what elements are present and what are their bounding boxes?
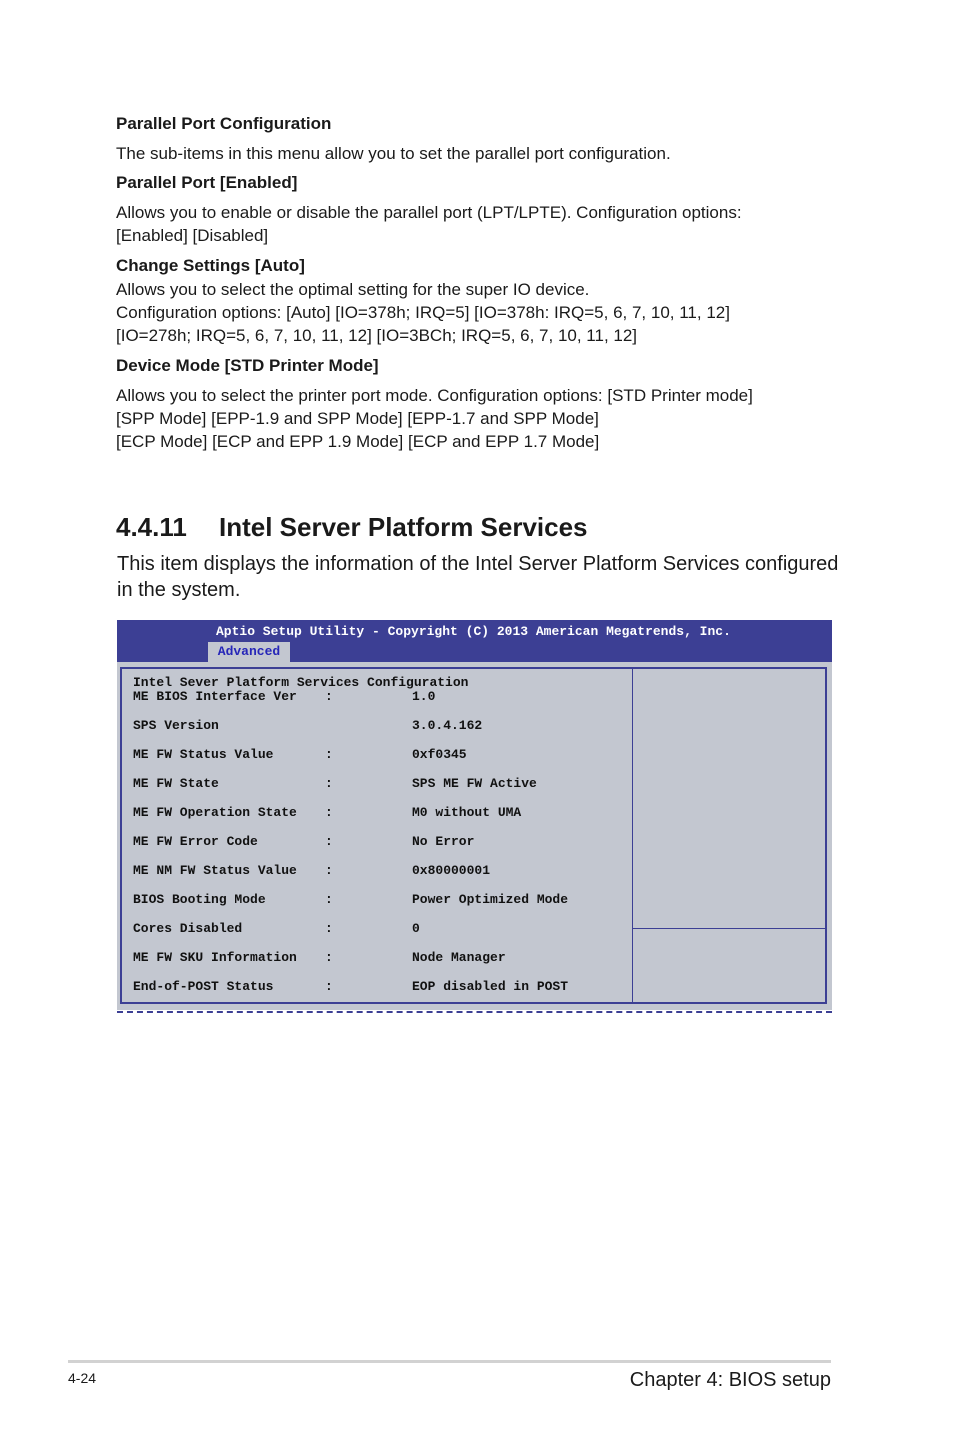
paragraph-line: Allows you to enable or disable the parallel port (LPT/LPTE). Configuration options: [116, 203, 742, 222]
bios-row-separator: : [325, 834, 333, 849]
paragraph-device-mode [116, 384, 753, 453]
paragraph-line: Configuration options: [Auto] [IO=378h; IRQ=5] [IO=378h: IRQ=5, 6, 7, 10, 11, 12] [116, 303, 730, 322]
paragraph-line: [IO=278h; IRQ=5, 6, 7, 10, 11, 12] [IO=3BCh; IRQ=5, 6, 7, 10, 11, 12] [116, 326, 638, 345]
bios-info-row [133, 950, 623, 966]
tab-advanced[interactable]: Advanced [208, 642, 290, 662]
page-number: 4-24 [68, 1370, 97, 1386]
bios-row-label: BIOS Booting Mode [133, 892, 266, 907]
paragraph-parallel-port-enabled [116, 201, 742, 247]
bios-row-value: 0x80000001 [412, 863, 491, 878]
bios-info-row [133, 747, 623, 763]
bios-row-separator: : [325, 805, 333, 820]
paragraph-line: [ECP Mode] [ECP and EPP 1.9 Mode] [ECP and EPP 1.7 Mode] [116, 432, 600, 451]
section-intro [117, 551, 838, 603]
bios-row-separator: : [325, 979, 333, 994]
bios-row-label: ME FW SKU Information [133, 950, 297, 965]
bios-help-separator [632, 928, 825, 929]
bios-row-label: SPS Version [133, 718, 219, 733]
bios-row-label: ME FW Operation State [133, 805, 297, 820]
bios-row-separator: : [325, 747, 333, 762]
bios-row-value: SPS ME FW Active [412, 776, 537, 791]
bios-row-label: ME BIOS Interface Ver [133, 689, 297, 704]
bios-row-value: M0 without UMA [412, 805, 522, 820]
bios-row-value: 1.0 [412, 689, 436, 704]
bios-row-label: ME FW State [133, 776, 219, 791]
bios-row-value: No Error [412, 834, 475, 849]
bios-info-row [133, 979, 623, 995]
bios-info-row [133, 776, 623, 792]
bios-row-label: ME FW Status Value [133, 747, 274, 762]
bios-row-label: ME FW Error Code [133, 834, 258, 849]
paragraph-change-settings [116, 278, 730, 347]
bios-info-row [133, 863, 623, 879]
intro-line: in the system. [117, 579, 241, 601]
section-title: Intel Server Platform Services [219, 512, 588, 542]
bios-row-value: Node Manager [412, 950, 506, 965]
bios-title-bar [117, 620, 832, 662]
bios-row-value: 0 [412, 921, 420, 936]
section-number: 4.4.11 [116, 512, 187, 542]
paragraph-parallel-port-configuration [116, 142, 671, 165]
bios-info-row [133, 892, 623, 908]
bios-row-label: ME NM FW Status Value [133, 863, 297, 878]
paragraph-line: Allows you to select the printer port mode. Configuration options: [STD Printer mode] [116, 386, 753, 405]
bios-help-divider [632, 669, 633, 1002]
paragraph-line: [SPP Mode] [EPP-1.9 and SPP Mode] [EPP-1.7 and SPP Mode] [116, 409, 599, 428]
bios-info-row [133, 805, 623, 821]
section-heading [116, 512, 588, 542]
bios-info-row [133, 689, 623, 705]
bios-config-header: Intel Sever Platform Services Configuration [133, 675, 469, 690]
bios-row-value: EOP disabled in POST [412, 979, 569, 994]
bios-row-label: End-of-POST Status [133, 979, 274, 994]
subheading-parallel-port-configuration: Parallel Port Configuration [116, 114, 332, 133]
bios-content-frame [120, 667, 827, 1004]
paragraph-line: The sub-items in this menu allow you to set the parallel port configuration. [116, 144, 671, 163]
intro-line: This item displays the information of the Intel Server Platform Services configured [117, 553, 839, 575]
bios-bottom-dashed-border [117, 1011, 832, 1013]
bios-row-separator: : [325, 776, 333, 791]
subheading-parallel-port-enabled: Parallel Port [Enabled] [116, 173, 298, 192]
bios-row-separator: : [325, 892, 333, 907]
bios-title: Aptio Setup Utility - Copyright (C) 2013 American Megatrends, Inc. [216, 624, 731, 639]
bios-info-row [133, 834, 623, 850]
bios-row-separator: : [325, 950, 333, 965]
paragraph-line: Allows you to select the optimal setting for the super IO device. [116, 280, 590, 299]
chapter-label: Chapter 4: BIOS setup [629, 1369, 831, 1391]
bios-screenshot [117, 620, 832, 1010]
bios-row-value: 0xf0345 [412, 747, 467, 762]
bios-row-separator: : [325, 863, 333, 878]
bios-info-row [133, 921, 623, 937]
subheading-device-mode: Device Mode [STD Printer Mode] [116, 356, 379, 375]
bios-row-separator: : [325, 689, 333, 704]
footer-rule [68, 1360, 831, 1363]
bios-row-value: Power Optimized Mode [412, 892, 569, 907]
subheading-change-settings: Change Settings [Auto] [116, 256, 305, 275]
bios-row-value: 3.0.4.162 [412, 718, 483, 733]
bios-row-separator: : [325, 921, 333, 936]
paragraph-line: [Enabled] [Disabled] [116, 226, 269, 245]
bios-row-label: Cores Disabled [133, 921, 243, 936]
bios-info-row [133, 718, 623, 734]
